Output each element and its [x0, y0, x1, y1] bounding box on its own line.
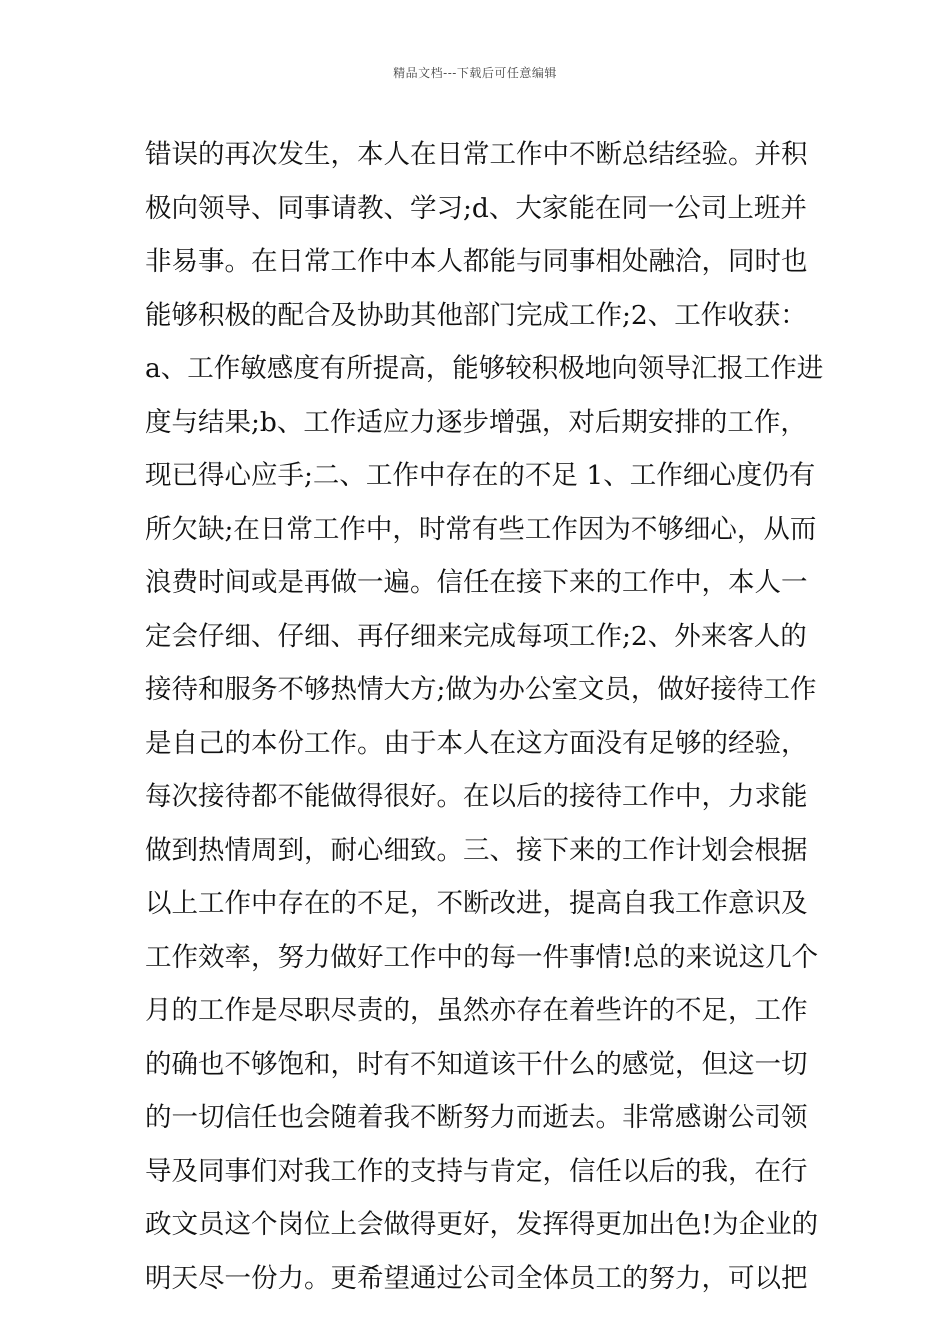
text-line: 做到热情周到，耐心细致。三、接下来的工作计划会根据	[145, 834, 808, 866]
text-line: 月的工作是尽职尽责的，虽然亦存在着些许的不足，工作	[145, 995, 808, 1026]
text-line: 所欠缺;在日常工作中，时常有些工作因为不够细心，从而	[145, 513, 817, 545]
text-line: 非易事。在日常工作中本人都能与同事相处融洽，同时也	[145, 246, 808, 277]
text-line: 每次接待都不能做得很好。在以后的接待工作中，力求能	[145, 781, 808, 812]
text-line: a、工作敏感度有所提高，能够较积极地向领导汇报工作进	[145, 353, 824, 384]
text-line: 能够积极的配合及协助其他部门完成工作;2、工作收获：	[145, 299, 807, 331]
text-line: 的一切信任也会随着我不断努力而逝去。非常感谢公司领	[145, 1102, 808, 1133]
text-line: 浪费时间或是再做一遍。信任在接下来的工作中，本人一	[145, 567, 808, 598]
body-paragraph	[145, 128, 824, 1305]
text-line: 定会仔细、仔细、再仔细来完成每项工作;2、外来客人的	[145, 620, 807, 652]
text-line: 是自己的本份工作。由于本人在这方面没有足够的经验，	[145, 727, 808, 759]
text-line: 极向领导、同事请教、学习;d、大家能在同一公司上班并	[145, 192, 807, 224]
text-line: 的确也不够饱和，时有不知道该干什么的感觉，但这一切	[145, 1048, 808, 1080]
text-line: 接待和服务不够热情大方;做为办公室文员，做好接待工作	[145, 674, 817, 705]
text-line: 错误的再次发生，本人在日常工作中不断总结经验。并积	[145, 139, 808, 170]
text-line: 导及同事们对我工作的支持与肯定，信任以后的我，在行	[145, 1155, 808, 1187]
text-line: 现已得心应手;二、工作中存在的不足 1、工作细心度仍有	[145, 460, 816, 491]
text-line: 度与结果;b、工作适应力逐步增强，对后期安排的工作，	[145, 406, 807, 438]
text-line: 政文员这个岗位上会做得更好，发挥得更加出色!为企业的	[145, 1209, 819, 1240]
page-header: 精品文档---下载后可任意编辑	[393, 66, 557, 80]
text-line: 明天尽一份力。更希望通过公司全体员工的努力，可以把	[145, 1262, 808, 1294]
text-line: 工作效率，努力做好工作中的每一件事情!总的来说这几个	[145, 941, 819, 973]
text-line: 以上工作中存在的不足，不断改进，提高自我工作意识及	[145, 888, 808, 919]
